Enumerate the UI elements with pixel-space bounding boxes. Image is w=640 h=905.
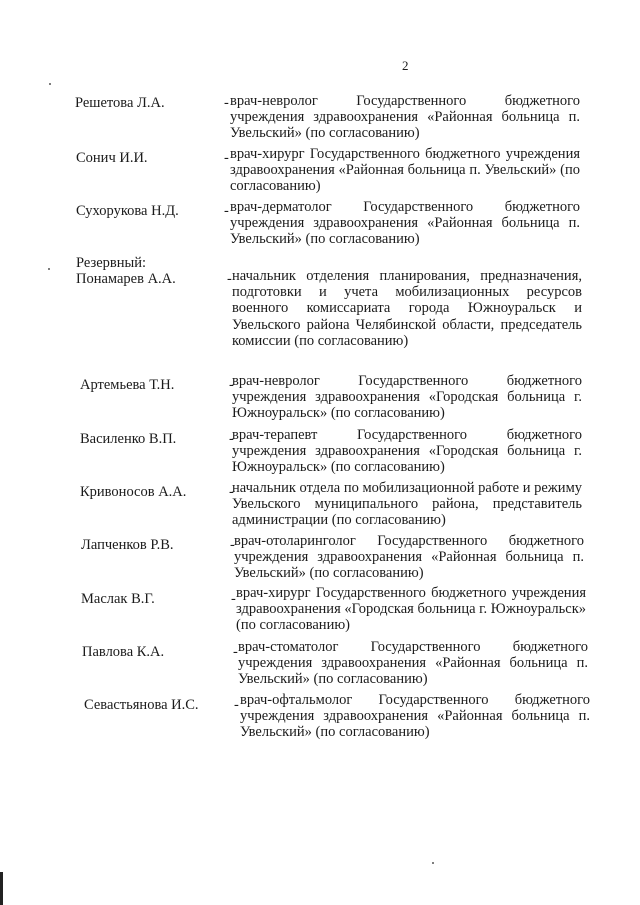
member-name: Понамарев А.А.: [76, 271, 176, 287]
member-description: врач-хирург Государственного бюджетного учреждения здравоохранения «Районная больница п. Увельский» (по согласованию): [230, 146, 580, 195]
reserve-heading: Резервный:: [76, 255, 147, 271]
member-description: начальник отдела по мобилизационной работе и режиму Увельского муниципального района, представитель администрации (по согласованию): [232, 480, 582, 529]
member-description: врач-невролог Государственного бюджетного учреждения здравоохранения «Районная больница п. Увельский» (по согласованию): [230, 93, 580, 142]
member-dash: -: [224, 95, 229, 111]
member-description: врач-невролог Государственного бюджетного учреждения здравоохранения «Городская больница г. Южноуральск» (по согласованию): [232, 373, 582, 422]
member-dash: -: [231, 591, 236, 607]
scan-speck: [432, 862, 434, 864]
scan-speck: [49, 83, 51, 85]
member-dash: -: [229, 431, 234, 447]
page-number: 2: [402, 58, 409, 73]
member-name: Кривоносов А.А.: [80, 484, 187, 500]
member-name: Артемьева Т.Н.: [80, 377, 175, 393]
member-description: врач-хирург Государственного бюджетного учреждения здравоохранения «Городская больница г. Южноуральск» (по согласованию): [236, 585, 586, 634]
member-dash: -: [227, 271, 232, 287]
member-dash: -: [230, 537, 235, 553]
member-dash: -: [233, 644, 238, 660]
member-name: Сонич И.И.: [76, 150, 148, 166]
member-description: врач-дерматолог Государственного бюджетного учреждения здравоохранения «Районная больница п. Увельский» (по согласованию): [230, 199, 580, 248]
member-dash: -: [229, 484, 234, 500]
member-name: Севастьянова И.С.: [84, 697, 199, 713]
member-name: Маслак В.Г.: [81, 591, 155, 607]
member-description: врач-отоларинголог Государственного бюджетного учреждения здравоохранения «Районная больница п. Увельский» (по согласованию): [234, 533, 584, 582]
member-name: Василенко В.П.: [80, 431, 177, 447]
member-description: врач-офтальмолог Государственного бюджетного учреждения здравоохранения «Районная больница п. Увельский» (по согласованию): [240, 692, 590, 741]
member-name: Сухорукова Н.Д.: [76, 203, 179, 219]
member-name: Павлова К.А.: [82, 644, 165, 660]
member-description: врач-терапевт Государственного бюджетного учреждения здравоохранения «Городская больница г. Южноуральск» (по согласованию): [232, 427, 582, 476]
member-dash: -: [224, 203, 229, 219]
member-dash: -: [234, 697, 239, 713]
member-dash: -: [229, 377, 234, 393]
member-description: начальник отделения планирования, предназначения, подготовки и учета мобилизационных ресурсов военного комиссариата города Южноуральск и Увельского района Челябинской области, председатель комиссии (по согласованию): [232, 268, 582, 349]
member-dash: -: [224, 150, 229, 166]
member-name: Решетова Л.А.: [75, 95, 165, 111]
member-description: врач-стоматолог Государственного бюджетного учреждения здравоохранения «Районная больница п. Увельский» (по согласованию): [238, 639, 588, 688]
scan-speck: [48, 268, 50, 270]
member-name: Лапченков Р.В.: [81, 537, 174, 553]
scan-edge-mark: [0, 872, 3, 905]
